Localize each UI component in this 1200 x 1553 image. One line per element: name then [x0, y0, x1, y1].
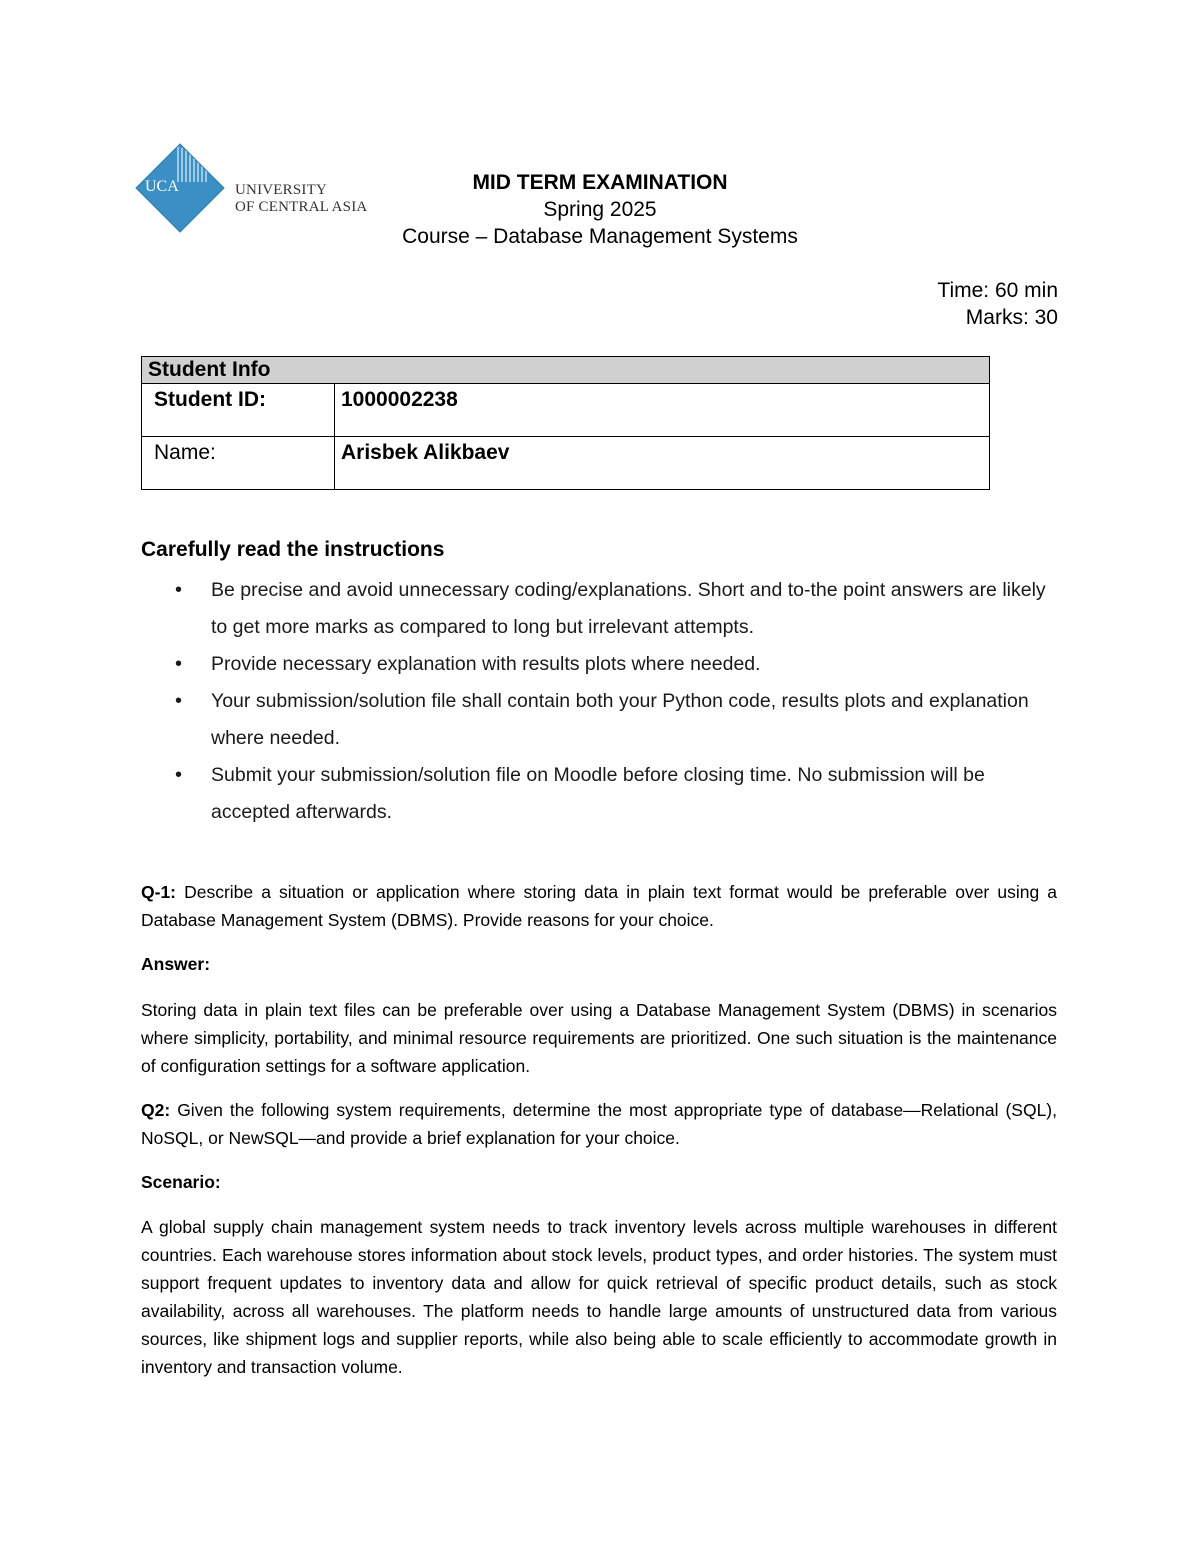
logo-line-2: OF CENTRAL ASIA: [235, 199, 368, 215]
question-2: [141, 1096, 1057, 1152]
scenario-text: A global supply chain management system needs to track inventory levels across multiple warehouses in different countries. Each warehouse stores information about stock levels, product types, and order histories. The system must support frequent updates to inventory data and allow for quick retrieval of specific product details, such as stock availability, across all warehouses. The platform needs to handle large amounts of unstructured data from various sources, like shipment logs and supplier reports, while also being able to scale efficiently to accommodate growth in inventory and transaction volume.: [141, 1217, 1057, 1377]
instructions-list: [141, 572, 1061, 831]
bullet-icon: •: [175, 653, 183, 675]
list-item: • Your submission/solution file shall contain both your Python code, results plots and explanation where needed.: [141, 683, 1061, 757]
question-2-label: Q2:: [141, 1100, 171, 1120]
instructions-title: Carefully read the instructions: [141, 538, 445, 561]
question-1-label: Q-1:: [141, 882, 176, 902]
logo-badge-text: UCA: [145, 178, 179, 195]
student-id-label: Student ID:: [142, 384, 335, 437]
student-info-table: [141, 356, 990, 490]
bullet-icon: •: [175, 690, 183, 712]
list-item: • Be precise and avoid unnecessary coding/explanations. Short and to-the point answers are likely to get more marks as compared to long but irrelevant attempts.: [141, 572, 1061, 646]
question-1: [141, 878, 1057, 934]
answer-text: Storing data in plain text files can be preferable over using a Database Management System (DBMS) in scenarios where simplicity, portability, and minimal resource requirements are prioritized. One such situation is the maintenance of configuration settings for a software application.: [141, 1000, 1057, 1076]
exam-course: Course – Database Management Systems: [402, 225, 798, 248]
scenario-heading: Scenario:: [141, 1172, 221, 1192]
student-name-label: Name:: [142, 437, 335, 490]
list-item: • Provide necessary explanation with results plots where needed.: [141, 646, 1061, 683]
bullet-icon: •: [175, 764, 183, 786]
exam-title: MID TERM EXAMINATION: [472, 171, 728, 194]
exam-marks: Marks: 30: [965, 306, 1058, 329]
exam-term: Spring 2025: [543, 198, 657, 221]
list-item: • Submit your submission/solution file on Moodle before closing time. No submission will be accepted afterwards.: [141, 757, 1061, 831]
question-1-text: Describe a situation or application where storing data in plain text format would be preferable over using a Database Management System (DBMS). Provide reasons for your choice.: [141, 882, 1057, 930]
exam-time: Time: 60 min: [937, 279, 1058, 302]
student-id-value: 1000002238: [335, 384, 990, 437]
student-info-heading: Student Info: [142, 357, 990, 384]
bullet-icon: •: [175, 579, 183, 601]
logo-line-1: UNIVERSITY: [235, 182, 327, 198]
question-2-text: Given the following system requirements, determine the most appropriate type of database—Relational (SQL), NoSQL, or NewSQL—and provide a brief explanation for your choice.: [141, 1100, 1057, 1148]
student-name-value: Arisbek Alikbaev: [335, 437, 990, 490]
answer-heading: Answer:: [141, 954, 211, 974]
